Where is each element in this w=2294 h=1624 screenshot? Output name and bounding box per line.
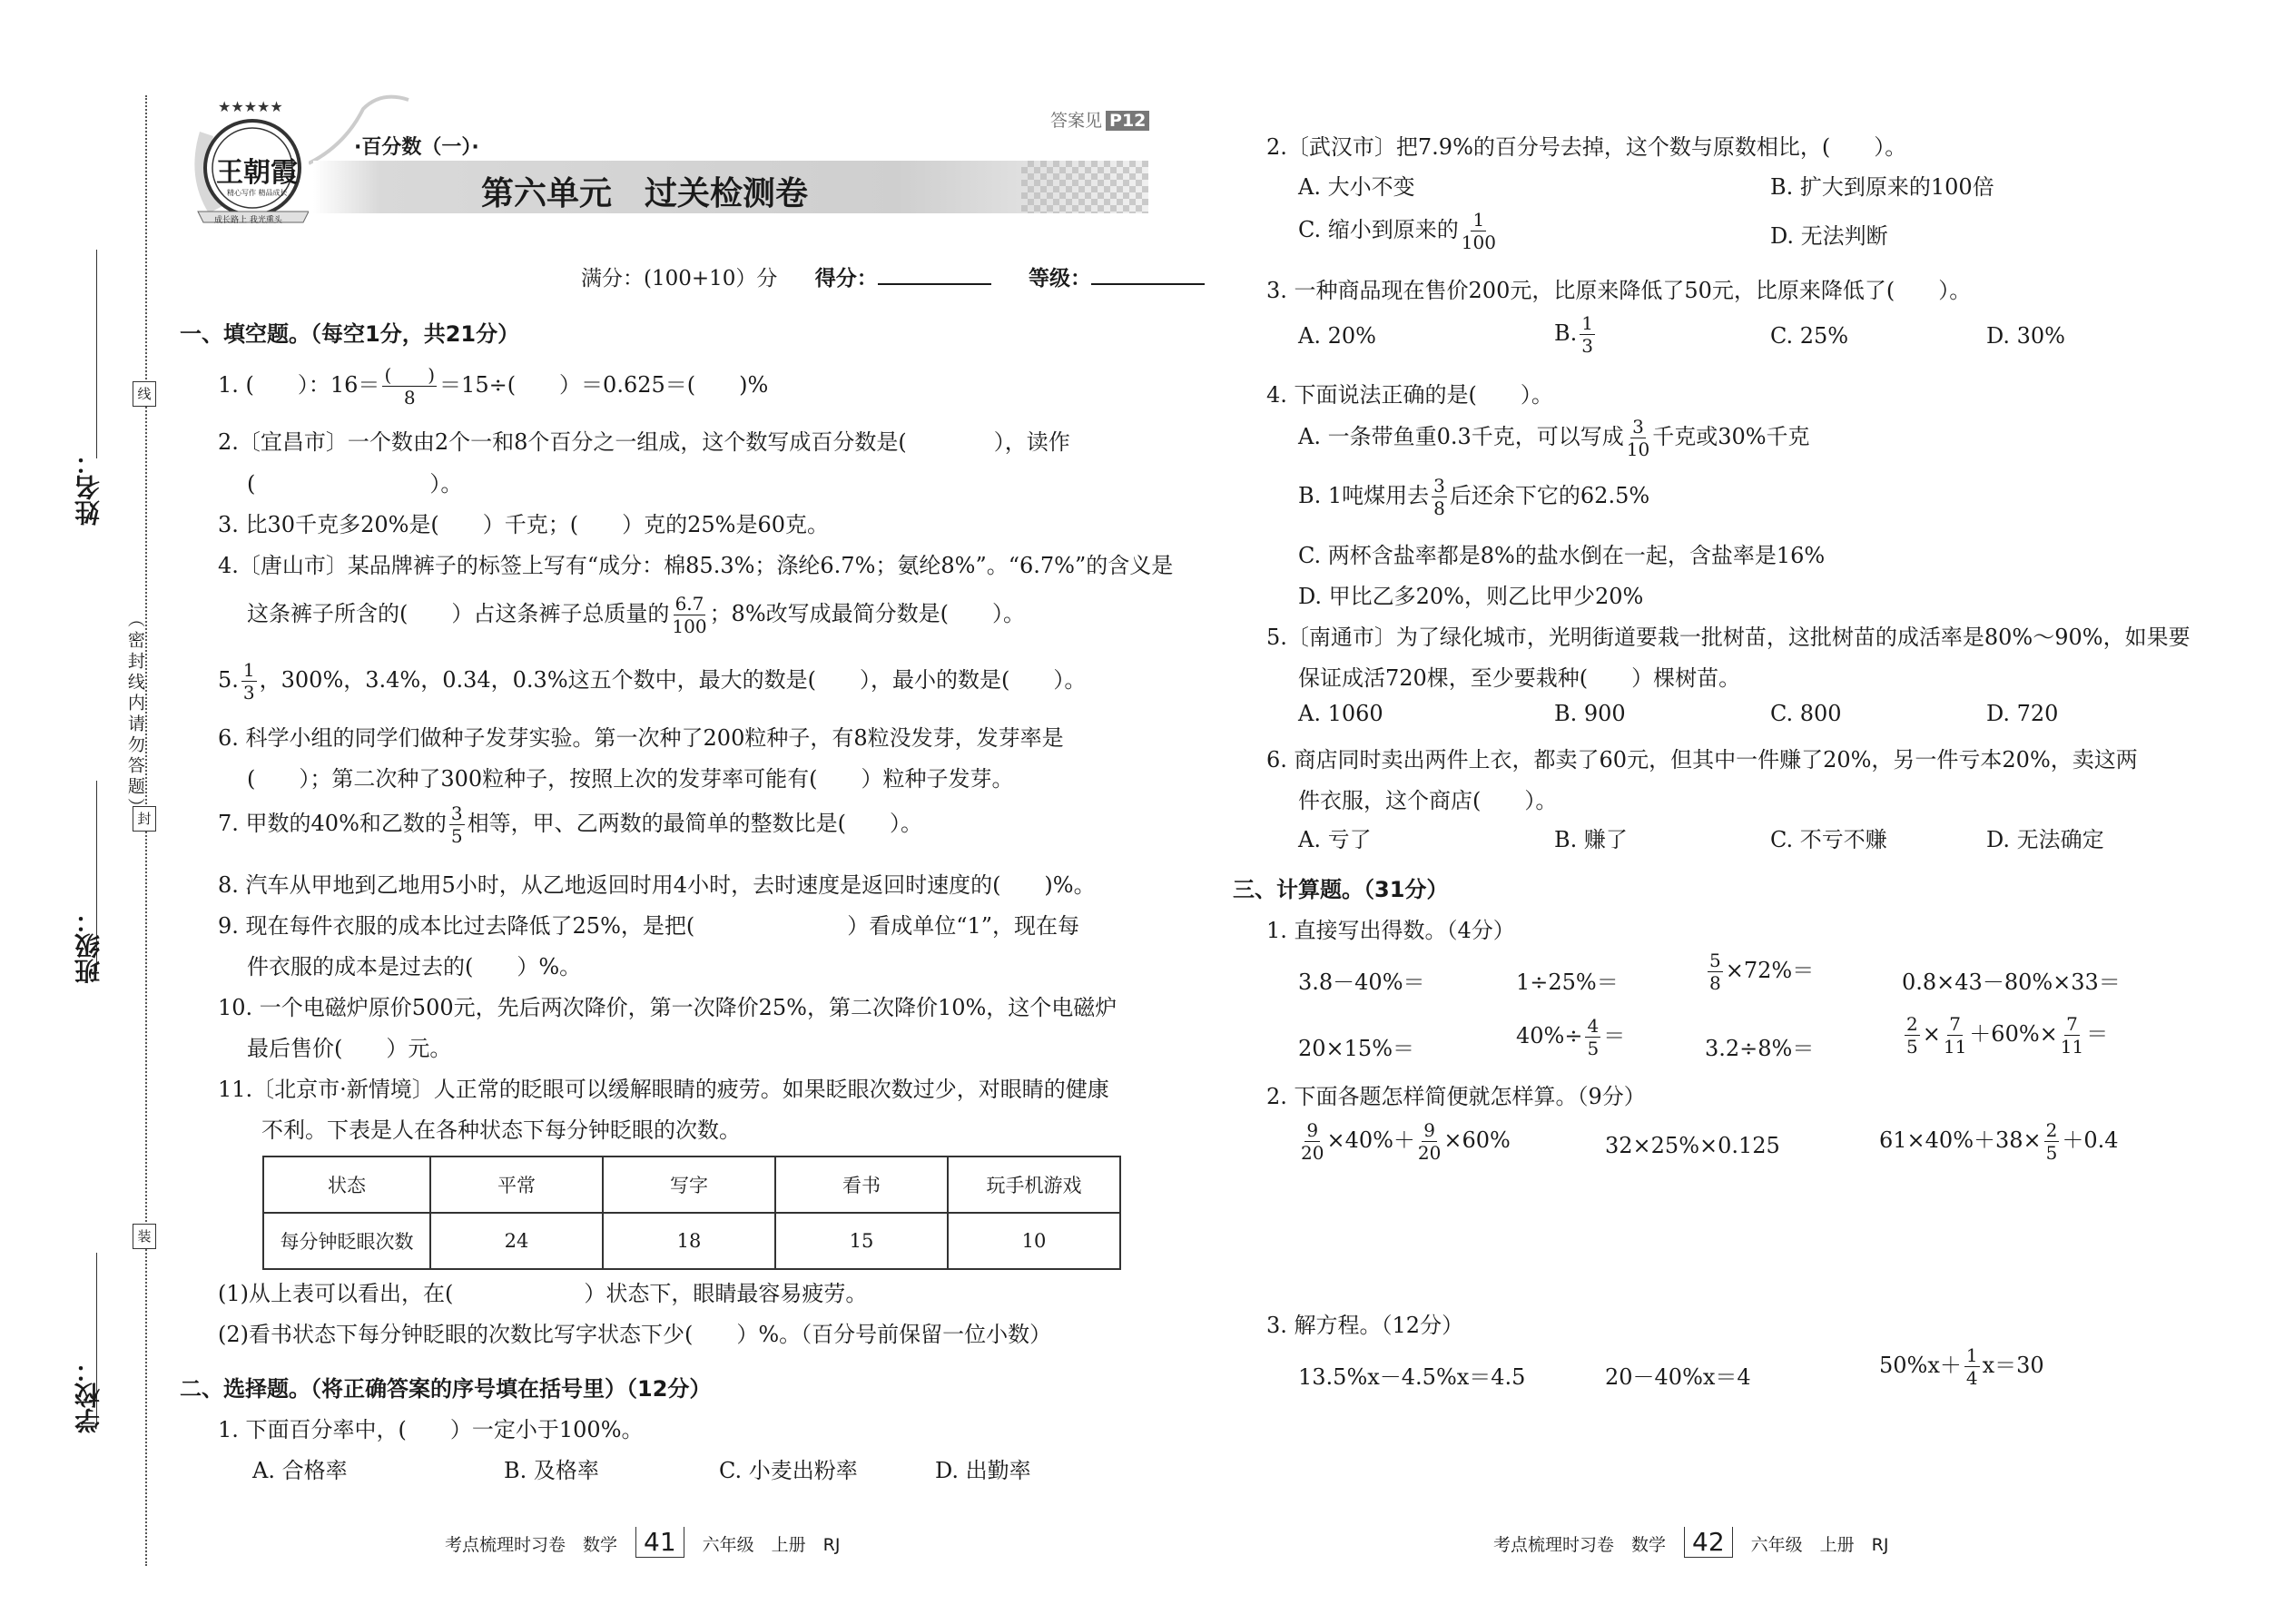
fill-q8: 8. 汽车从甲地到乙地用5小时，从乙地返回时用4小时，去时速度是返回时速度的( )%。 <box>218 872 1096 898</box>
choice-q4: 4. 下面说法正确的是( ）。 <box>1266 382 1553 408</box>
answer-page-badge: P12 <box>1106 111 1149 131</box>
fill-q11-line1: 11.〔北京市·新情境〕人正常的眨眼可以缓解眼睛的疲劳。如果眨眼次数过少，对眼睛的健康 <box>218 1077 1109 1102</box>
calc-r2-d-op1: × <box>1922 1021 1941 1047</box>
equation-3-num: 1 <box>1965 1344 1978 1366</box>
footer-right-series: 考点梳理时习卷 数学 <box>1493 1535 1667 1555</box>
page-number-left: 41 <box>635 1527 684 1558</box>
footer-right <box>1493 1527 1888 1558</box>
choice-q6-line1: 6. 商店同时卖出两件上衣，都卖了60元，但其中一件赚了20%，另一件亏本20%，卖这两 <box>1266 747 2138 773</box>
calc-s3-part1: 61×40%＋38× <box>1879 1127 2042 1153</box>
calc-s1-op1: ×40%＋ <box>1326 1127 1415 1153</box>
calc-r2-d-fraction1 <box>1905 1015 1920 1056</box>
fill-q1-part-a: 1. ( ）：16＝ <box>218 372 380 398</box>
calc-r1-a: 3.8－40%＝ <box>1298 969 1425 995</box>
fill-q6-line1: 6. 科学小组的同学们做种子发芽实验。第一次种了200粒种子，有8粒没发芽，发芽率是 <box>218 725 1064 751</box>
choice-q4-a-part2: 千克或30%千克 <box>1652 424 1810 449</box>
blink-table-header-row <box>263 1156 1120 1213</box>
equation-3 <box>1879 1346 2044 1387</box>
calc-r2-d-num2: 7 <box>1949 1013 1961 1035</box>
equation-2: 20－40%x＝4 <box>1605 1364 1751 1390</box>
calc-s3-fraction <box>2044 1121 2060 1162</box>
logo-sub2: 成长路上 我光熏头 <box>214 216 282 225</box>
choice-q1-opt-d: D. 出勤率 <box>935 1458 1031 1483</box>
choice-q4-a-part1: A. 一条带鱼重0.3千克，可以写成 <box>1298 424 1624 449</box>
choice-q4-opt-d: D. 甲比乙多20%，则乙比甲少20% <box>1298 584 1644 609</box>
blink-table-header: 状态 <box>263 1156 430 1213</box>
seal-box-line: 线 <box>133 381 156 407</box>
logo-sub1: 精心写作 精品成长 <box>227 189 288 197</box>
fill-q5-part-a: 5. <box>218 667 239 693</box>
unit-subtitle: ·百分数（一）· <box>354 136 479 159</box>
choice-q4-opt-a <box>1298 418 1810 458</box>
calc-r2-b-fraction <box>1585 1017 1600 1058</box>
blink-table-header: 写字 <box>603 1156 775 1213</box>
calc-r2-d-fraction2 <box>1944 1015 1966 1056</box>
fill-q6-line2: ( ）；第二次种了300粒种子，按照上次的发芽率可能有( ）粒种子发芽。 <box>247 766 1014 792</box>
calc-s1-fraction2 <box>1418 1121 1441 1162</box>
choice-q4-b-fraction <box>1432 477 1447 517</box>
blink-table-row <box>263 1213 1120 1269</box>
calc-r2-d-den2: 11 <box>1943 1036 1967 1058</box>
calc-s1-num1: 9 <box>1306 1119 1319 1141</box>
fill-q1-num: ( ) <box>384 364 436 386</box>
svg-text:★★★★★: ★★★★★ <box>218 98 283 115</box>
fill-q1-part-b: ＝15÷( ）＝0.625＝( )% <box>439 372 769 398</box>
footer-left <box>445 1527 840 1558</box>
calc-s3-den: 5 <box>2045 1142 2058 1164</box>
choice-q6-opt-c: C. 不亏不赚 <box>1770 827 1887 852</box>
choice-q4-b-part1: B. 1吨煤用去 <box>1298 483 1430 508</box>
equation-3-part2: x＝30 <box>1982 1353 2044 1378</box>
fill-q4-den: 100 <box>672 615 707 637</box>
fill-q10-line1: 10. 一个电磁炉原价500元，先后两次降价，第一次降价25%，第二次降价10%，这个电磁炉 <box>218 995 1117 1020</box>
fill-q11-line2: 不利。下表是人在各种状态下每分钟眨眼的次数。 <box>261 1117 741 1143</box>
calc-s3-num: 2 <box>2045 1119 2058 1141</box>
fill-q4-line2 <box>247 595 1025 635</box>
fill-q9-line1: 9. 现在每件衣服的成本比过去降低了25%，是把( ）看成单位“1”，现在每 <box>218 913 1080 939</box>
blink-table-cell: 10 <box>948 1213 1120 1269</box>
page-number-right: 42 <box>1684 1527 1733 1558</box>
blink-table-header: 看书 <box>775 1156 948 1213</box>
calc-s1-num2: 9 <box>1423 1119 1435 1141</box>
calc-s1-op2: ×60% <box>1443 1127 1511 1153</box>
fill-q7-part-a: 7. 甲数的40%和乙数的 <box>218 811 447 836</box>
choice-q3-opt-b-fraction <box>1580 314 1595 355</box>
fill-q5-part-b: ，300%，3.4%，0.34̇，0.3%这五个数中，最大的数是( ），最小的数是( ）。 <box>259 667 1087 693</box>
equation-3-part1: 50%x＋ <box>1879 1353 1962 1378</box>
choice-q4-opt-b <box>1298 477 1649 517</box>
answer-ref-label: 答案见 <box>1050 111 1103 131</box>
choice-q4-b-part2: 后还余下它的62.5% <box>1449 483 1650 508</box>
calc-r2-d-op2: ＋60%× <box>1969 1021 2058 1047</box>
score-line <box>581 261 1205 291</box>
equation-3-fraction <box>1964 1346 1980 1387</box>
blink-table-row-label: 每分钟眨眼次数 <box>263 1213 430 1269</box>
calc-r2-c: 3.2÷8%＝ <box>1705 1036 1815 1061</box>
choice-q2-c-num: 1 <box>1472 209 1485 231</box>
page-title: 第六单元 过关检测卷 <box>481 175 809 212</box>
choice-q3-b-num: 1 <box>1581 312 1593 334</box>
fill-q7-part-b: 相等，甲、乙两数的最简单的整数比是( ）。 <box>467 811 922 836</box>
choice-q5-line2: 保证成活720棵，至少要栽种( ）棵树苗。 <box>1298 665 1741 691</box>
calc-s1 <box>1298 1121 1511 1162</box>
calc-s3-part2: ＋0.4 <box>2062 1127 2119 1153</box>
calc-r2-b-num: 4 <box>1587 1015 1600 1037</box>
calc-r1-d: 0.8×43－80%×33＝ <box>1902 969 2121 995</box>
choice-q2-opt-b: B. 扩大到原来的100倍 <box>1770 174 1994 200</box>
choice-q5-opt-d: D. 720 <box>1986 701 2059 726</box>
fill-q11-sub2: (2)看书状态下每分钟眨眼的次数比写字状态下少( ）%。（百分号前保留一位小数） <box>218 1322 1052 1347</box>
fill-q2-line1: 2.〔宜昌市〕一个数由2个一和8个百分之一组成，这个数写成百分数是( ），读作 <box>218 429 1070 455</box>
choice-q3-opt-d: D. 30% <box>1986 323 2065 349</box>
fill-q7 <box>218 804 922 845</box>
choice-q6-opt-a: A. 亏了 <box>1298 827 1372 852</box>
seal-box-seal: 封 <box>133 806 156 832</box>
fill-q3: 3. 比30千克多20%是( ）千克；( ）克的25%是60克。 <box>218 512 830 537</box>
brand-logo <box>182 95 309 225</box>
school-label: 学校： <box>74 1357 103 1433</box>
calc-r2-d-fraction3 <box>2061 1015 2083 1056</box>
calc-s1-den1: 20 <box>1301 1142 1324 1164</box>
fill-q10-line2: 最后售价( ）元。 <box>247 1036 452 1061</box>
section2-heading: 二、选择题。（将正确答案的序号填在括号里）（12分） <box>180 1376 712 1402</box>
name-label: 姓名： <box>74 449 103 526</box>
calc-r2-d-num1: 2 <box>1906 1013 1918 1035</box>
calc-r2-b-part2: ＝ <box>1603 1023 1626 1048</box>
calc-part3-title: 3. 解方程。（12分） <box>1266 1313 1464 1338</box>
calc-r2-b-den: 5 <box>1587 1038 1600 1059</box>
fill-q1-den: 8 <box>403 387 416 408</box>
choice-q5-opt-c: C. 800 <box>1770 701 1842 726</box>
blink-table-cell: 18 <box>603 1213 775 1269</box>
choice-q3: 3. 一种商品现在售价200元，比原来降低了50元，比原来降低了( ）。 <box>1266 278 1972 303</box>
name-write-line <box>96 250 97 458</box>
fill-q4-part-b1: 这条裤子所含的( ）占这条裤子总质量的 <box>247 601 670 626</box>
fill-q2-line2: ( ）。 <box>247 471 463 497</box>
grade-blank[interactable] <box>1091 283 1205 285</box>
calc-r1-c-den: 8 <box>1709 972 1721 994</box>
choice-q2: 2.〔武汉市〕把7.9%的百分号去掉，这个数与原数相比，( ）。 <box>1266 134 1907 160</box>
calc-r2-b <box>1516 1017 1625 1058</box>
choice-q6-line2: 件衣服，这个商店( ）。 <box>1298 788 1558 813</box>
choice-q1: 1. 下面百分率中，( ）一定小于100%。 <box>218 1417 644 1442</box>
choice-q2-c-den: 100 <box>1461 231 1496 253</box>
fill-q4-num: 6.7 <box>674 593 704 615</box>
calc-r2-d-num3: 7 <box>2066 1013 2078 1035</box>
choice-q4-a-den: 10 <box>1626 438 1650 460</box>
calc-r1-c-fraction <box>1708 951 1723 992</box>
equation-1: 13.5%x－4.5%x＝4.5 <box>1298 1364 1526 1390</box>
fill-q4-line1: 4.〔唐山市〕某品牌裤子的标签上写有“成分：棉85.3%；涤纶6.7%；氨纶8%”。“6.7%”的含义是 <box>218 553 1174 578</box>
blink-table <box>262 1156 1121 1270</box>
score-label: 得分： <box>814 267 878 290</box>
blink-table-cell: 15 <box>775 1213 948 1269</box>
fill-q7-den: 5 <box>450 825 463 847</box>
choice-q5-opt-b: B. 900 <box>1554 701 1626 726</box>
choice-q3-b-den: 3 <box>1581 335 1593 357</box>
blink-table-header: 玩手机游戏 <box>948 1156 1120 1213</box>
fill-q1 <box>218 366 768 407</box>
footer-right-grade: 六年级 上册 RJ <box>1750 1535 1889 1555</box>
fill-q7-fraction <box>449 804 465 845</box>
footer-left-series: 考点梳理时习卷 数学 <box>445 1535 618 1555</box>
calc-r2-b-part1: 40%÷ <box>1516 1023 1583 1048</box>
calc-r1-c-num: 5 <box>1709 950 1721 971</box>
class-label: 班级： <box>74 908 103 984</box>
choice-q5-opt-a: A. 1060 <box>1298 701 1383 726</box>
calc-r1-c <box>1705 951 1814 992</box>
fill-q5-num: 1 <box>242 659 255 681</box>
calc-s3 <box>1879 1121 2119 1162</box>
calc-s1-fraction1 <box>1301 1121 1324 1162</box>
choice-q4-a-fraction <box>1627 418 1649 458</box>
seal-note: （密封线内请勿答题） <box>124 610 145 819</box>
choice-q1-opt-c: C. 小麦出粉率 <box>719 1458 858 1483</box>
calc-r1-b: 1÷25%＝ <box>1516 969 1619 995</box>
calc-r2-a: 20×15%＝ <box>1298 1036 1414 1061</box>
choice-q1-opt-b: B. 及格率 <box>504 1458 599 1483</box>
choice-q5-line1: 5.〔南通市〕为了绿化城市，光明街道要栽一批树苗，这批树苗的成活率是80%～90%，如果要 <box>1266 625 2191 650</box>
blink-table-header: 平常 <box>430 1156 603 1213</box>
calc-r2-d-op3: ＝ <box>2086 1021 2109 1047</box>
banner-checker-pattern <box>1021 161 1148 213</box>
choice-q4-opt-c: C. 两杯含盐率都是8%的盐水倒在一起，含盐率是16% <box>1298 543 1826 568</box>
choice-q4-a-num: 3 <box>1632 416 1644 438</box>
full-score: 满分：(100+10）分 <box>581 267 778 290</box>
fill-q5 <box>218 661 1086 702</box>
calc-r2-d-den1: 5 <box>1906 1036 1918 1058</box>
choice-q3-opt-b <box>1554 314 1598 355</box>
logo-text: 王朝霞 <box>216 157 298 189</box>
section1-heading: 一、填空题。（每空1分，共21分） <box>180 321 520 347</box>
choice-q4-b-num: 3 <box>1433 475 1445 497</box>
answer-ref <box>1050 107 1149 132</box>
choice-q1-opt-a: A. 合格率 <box>252 1458 348 1483</box>
seal-box-bind: 装 <box>133 1224 156 1249</box>
fill-q5-fraction <box>241 661 257 702</box>
choice-q2-opt-d: D. 无法判断 <box>1770 223 1888 249</box>
footer-left-grade: 六年级 上册 RJ <box>702 1535 841 1555</box>
choice-q2-opt-c-text: C. 缩小到原来的 <box>1298 217 1459 242</box>
calc-r2-d <box>1902 1015 2108 1056</box>
choice-q3-opt-c: C. 25% <box>1770 323 1849 349</box>
choice-q2-opt-a: A. 大小不变 <box>1298 174 1415 200</box>
fill-q1-fraction <box>382 366 437 407</box>
fill-q11-sub1: (1)从上表可以看出，在( ）状态下，眼睛最容易疲劳。 <box>218 1281 868 1306</box>
score-blank[interactable] <box>878 283 991 285</box>
grade-label: 等级： <box>1029 267 1092 290</box>
choice-q3-opt-a: A. 20% <box>1298 323 1376 349</box>
fill-q7-num: 3 <box>450 802 463 824</box>
calc-r2-d-den3: 11 <box>2060 1036 2084 1058</box>
choice-q6-opt-b: B. 赚了 <box>1554 827 1628 852</box>
calc-part2-title: 2. 下面各题怎样简便就怎样算。（9分） <box>1266 1084 1646 1109</box>
fill-q4-fraction <box>672 595 706 635</box>
choice-q6-opt-d: D. 无法确定 <box>1986 827 2104 852</box>
calc-s2: 32×25%×0.125 <box>1605 1133 1780 1158</box>
fill-q4-part-b2: ；8%改写成最简分数是( ）。 <box>709 601 1025 626</box>
section3-heading: 三、计算题。（31分） <box>1233 877 1449 902</box>
choice-q3-opt-b-text: B. <box>1554 320 1578 346</box>
blink-table-cell: 24 <box>430 1213 603 1269</box>
choice-q2-opt-c <box>1298 211 1499 251</box>
fill-q9-line2: 件衣服的成本是过去的( ）%。 <box>247 954 582 979</box>
fill-q5-den: 3 <box>242 682 255 704</box>
choice-q4-b-den: 8 <box>1433 497 1445 519</box>
choice-q2-opt-c-fraction <box>1462 211 1496 251</box>
calc-part1-title: 1. 直接写出得数。（4分） <box>1266 918 1515 943</box>
calc-r1-c-text: ×72%＝ <box>1725 958 1815 983</box>
equation-3-den: 4 <box>1965 1367 1978 1389</box>
calc-s1-den2: 20 <box>1417 1142 1442 1164</box>
